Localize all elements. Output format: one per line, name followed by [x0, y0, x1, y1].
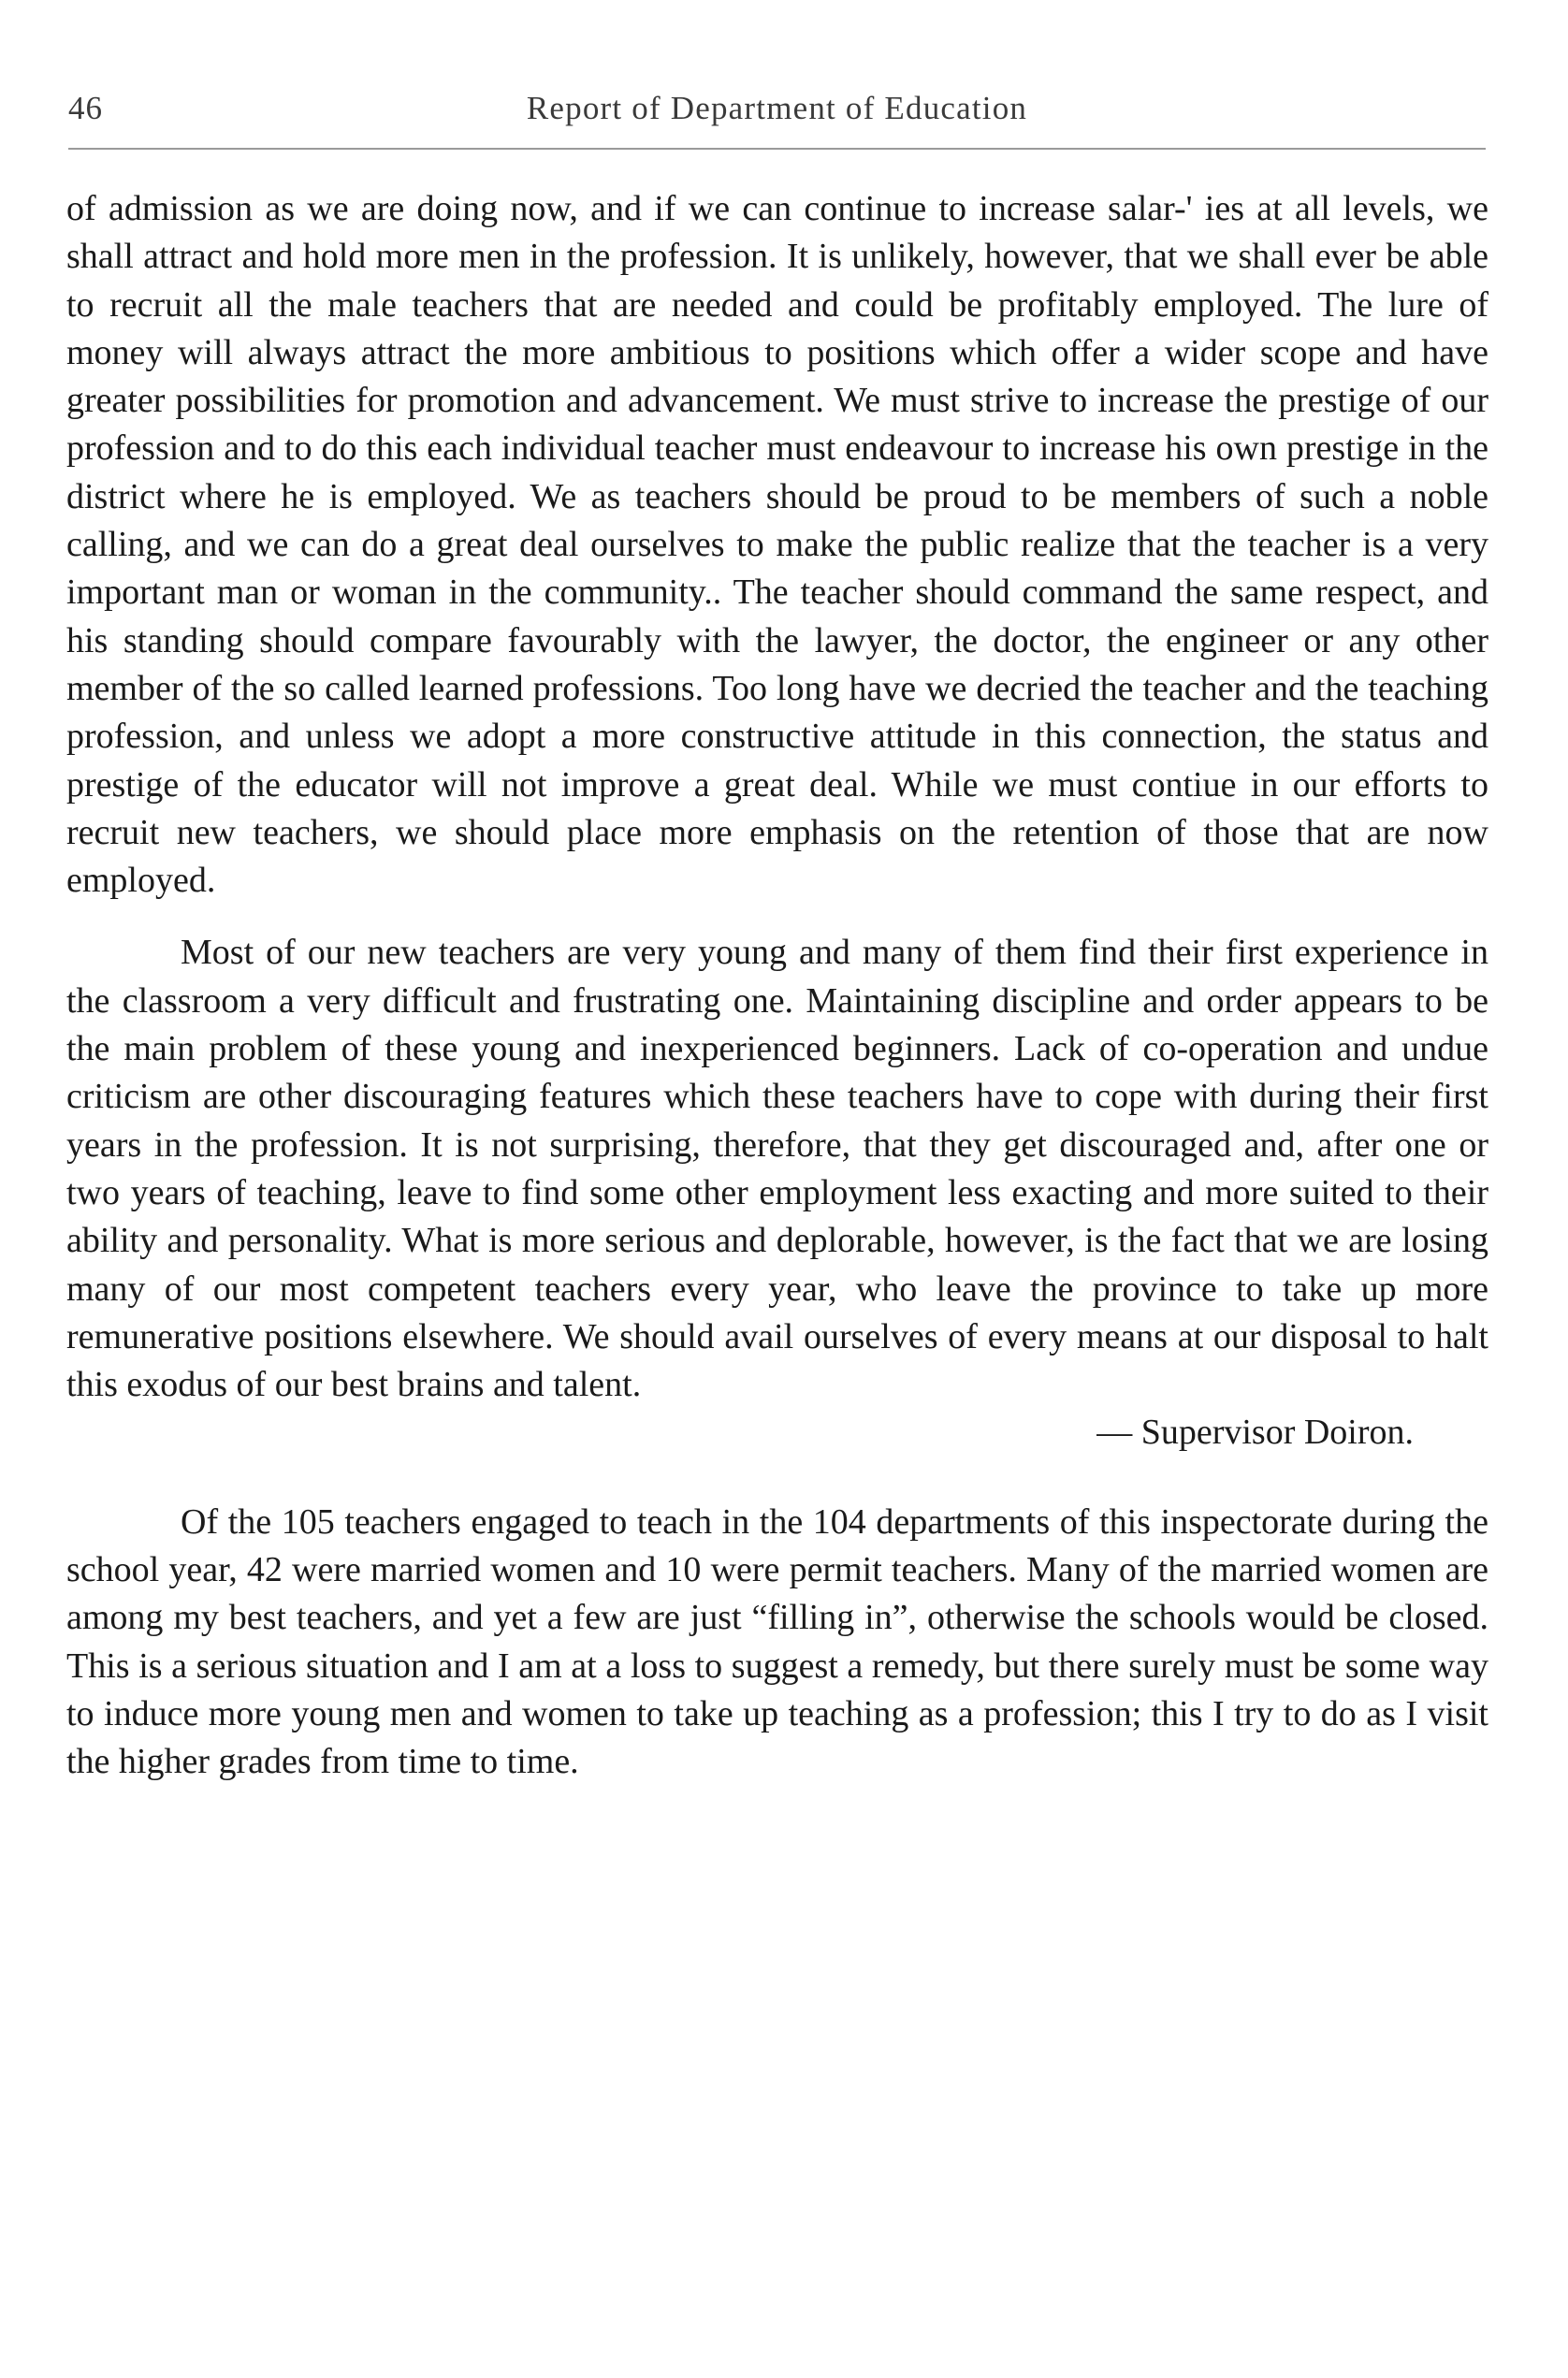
running-title: Report of Department of Education — [526, 90, 1028, 126]
signature-line: — Supervisor Doiron. — [1096, 1413, 1414, 1453]
paragraph: Of the 105 teachers engaged to teach in the 104 departments of this inspectorate during the school year, 42 were married women and 10 were permit teachers. Many of the married women are among my best teachers, and yet a few are just “filling in”, otherwise the schools would be closed. This is a serious situation and I am at a loss to suggest a remedy, but there surely must be some way to induce more young men and women to take up teaching as a profession; this I try to do as I visit the higher grades from time to time. — [66, 1501, 1488, 1782]
page-number: 46 — [68, 90, 103, 126]
page-header — [68, 90, 1486, 142]
paragraph: of admission as we are doing now, and if we can continue to increase salar-' ies at all levels, we shall attract and hold more men in the profession. It is unlikely, however, that we shall ever be able to recruit all the male teachers that are needed and could be profitably employed. The lure of money will always attract the more ambitious to positions which offer a wider scope and have greater possibilities for promotion and advancement. We must strive to increase the prestige of our profession and to do this each individual teacher must endeavour to increase his own prestige in the district where he is employed. We as teachers should be proud to be members of such a noble calling, and we can do a great deal ourselves to make the public realize that the teacher is a very important man or woman in the community.. The teacher should command the same respect, and his standing should compare favourably with the lawyer, the doctor, the engineer or any other member of the so called learned professions. Too long have we decried the teacher and the teaching profession, and unless we adopt a more constructive attitude in this connection, the status and prestige of the educator will not improve a great deal. While we must contiue in our efforts to recruit new teachers, we should place more emphasis on the retention of those that are now employed. — [66, 189, 1488, 901]
body-text — [66, 185, 1488, 1787]
header-rule — [68, 148, 1486, 150]
paragraph: Most of our new teachers are very young and many of them find their first experience in the classroom a very difficult and frustrating one. Maintaining discipline and order appears to be the main problem of these young and inexperienced beginners. Lack of co-operation and undue criticism are other discouraging features which these teachers have to cope with during their first years in the profession. It is not surprising, therefore, that they get discouraged and, after one or two years of teaching, leave to find some other employment less exacting and more suited to their ability and personality. What is more serious and deplorable, however, is the fact that we are losing many of our most competent teachers every year, who leave the province to take up more remunerative positions elsewhere. We should avail ourselves of every means at our disposal to halt this exodus of our best brains and talent. — [66, 933, 1488, 1405]
